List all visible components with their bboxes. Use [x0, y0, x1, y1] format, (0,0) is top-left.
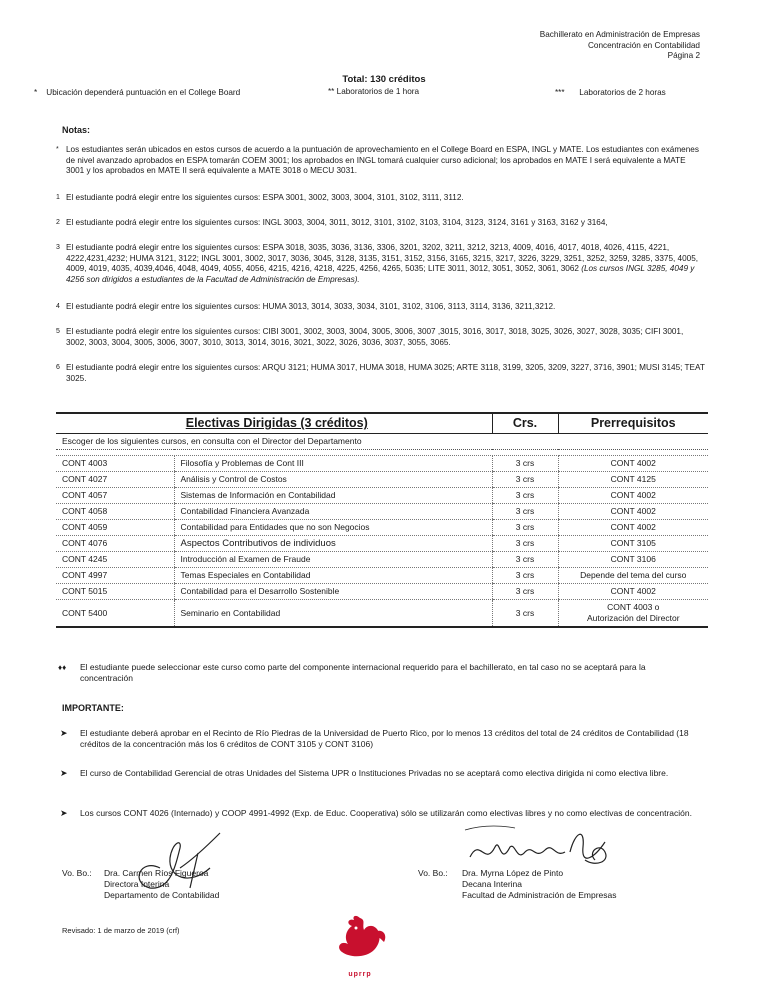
table-row [56, 487, 708, 503]
arrow-bullet-icon: ➤ [60, 808, 68, 818]
note-text: El estudiante podrá elegir entre los siguientes cursos: HUMA 3013, 3014, 3033, 3034, 3101, 3102, 3106, 3113, 3114, 3136, 3211,3212. [66, 302, 556, 311]
course-prereq: CONT 4125 [558, 471, 708, 487]
note-3-italic: (Los cursos INGL 3285, 4049 y 4256 son dirigidos a estudiantes de la Facultad de Administración de Empresas). [66, 264, 695, 284]
diamond-mark: ♦♦ [58, 663, 67, 672]
table-row [56, 503, 708, 519]
table-row [56, 519, 708, 535]
note-mark: * [56, 146, 59, 153]
legend-text-3: Laboratorios de 2 horas [579, 88, 666, 97]
note-text: El estudiante podrá elegir entre los siguientes cursos: ARQU 3121; HUMA 3017, HUMA 3018, HUMA 3025; ARTE 3118, 3199, 3205, 3209, 3227, 3716, 3901; MUSI 3145; TEAT 3025. [66, 363, 705, 383]
legend-placement [34, 88, 240, 97]
note-5 [56, 327, 706, 348]
revision-date: Revisado: 1 de marzo de 2019 (crf) [62, 926, 180, 935]
course-prereq-line2: Autorización del Director [586, 612, 680, 623]
dean-name: Dra. Myrna López de Pinto [462, 868, 564, 878]
legend-lab-2h [555, 88, 666, 97]
electives-table [56, 412, 708, 628]
note-mark: 5 [56, 328, 60, 335]
international-note-text: El estudiante puede seleccionar este curso como parte del componente internacional requerido para el bachillerato, en tal caso no se aceptará para la concentración [80, 662, 646, 683]
important-item-text: Los cursos CONT 4026 (Internado) y COOP 4991-4992 (Exp. de Educ. Cooperativa) sólo se utilizarán como electivas libres y no como electivas de concentración. [80, 808, 692, 818]
legend-mark-3: *** [555, 88, 565, 97]
course-name: Temas Especiales en Contabilidad [174, 567, 492, 583]
note-1 [56, 193, 706, 204]
course-credits: 3 crs [492, 535, 558, 551]
legend-mark-1: * [34, 88, 38, 97]
course-name: Sistemas de Información en Contabilidad [174, 487, 492, 503]
course-name: Contabilidad para Entidades que no son Negocios [174, 519, 492, 535]
note-text: El estudiante podrá elegir entre los siguientes cursos: CIBI 3001, 3002, 3003, 3004, 3005, 3006, 3007 ,3015, 3016, 3017, 3018, 3025, 3026, 3027, 3028, 3035; CIFI 3001, 3002, 3003, 3004, 3005, 3006, 3007, 3010, 3013, 3014, 3016, 3021, 3022, 3026, 3036, 3037, 3055, 3065. [66, 327, 684, 347]
notes-title: Notas: [62, 125, 91, 135]
course-name: Contabilidad para el Desarrollo Sostenible [174, 583, 492, 599]
note-text [66, 243, 706, 285]
course-code: CONT 4057 [56, 487, 174, 503]
note-text: El estudiante podrá elegir entre los siguientes cursos: ESPA 3001, 3002, 3003, 3004, 3101, 3102, 3111, 3112. [66, 193, 464, 202]
course-name: Aspectos Contributivos de individuos [174, 535, 492, 551]
course-code: CONT 4059 [56, 519, 174, 535]
note-mark: 1 [56, 194, 60, 201]
table-subtitle-row [56, 433, 708, 449]
arrow-bullet-icon: ➤ [60, 728, 68, 738]
course-code: CONT 4997 [56, 567, 174, 583]
note-mark: 3 [56, 244, 60, 251]
logo-wordmark: uprrp [348, 971, 372, 978]
table-row [56, 599, 708, 627]
course-name: Contabilidad Financiera Avanzada [174, 503, 492, 519]
note-star [56, 145, 706, 177]
note-mark: 2 [56, 219, 60, 226]
table-subtitle: Escoger de los siguientes cursos, en consulta con el Director del Departamento [56, 433, 708, 449]
legend-text-1: Ubicación dependerá puntuación en el College Board [46, 88, 241, 97]
course-prereq: CONT 4002 [558, 503, 708, 519]
course-name: Análisis y Control de Costos [174, 471, 492, 487]
course-name: Filosofía y Problemas de Cont III [174, 455, 492, 471]
course-credits: 3 crs [492, 487, 558, 503]
table-row [56, 455, 708, 471]
course-prereq: CONT 3106 [558, 551, 708, 567]
important-title: IMPORTANTE: [62, 703, 124, 713]
course-credits: 3 crs [492, 551, 558, 567]
total-credits: Total: 130 créditos [342, 74, 426, 85]
dean-faculty: Facultad de Administración de Empresas [462, 890, 617, 900]
important-item [60, 808, 700, 819]
table-title: Electivas Dirigidas (3 créditos) [56, 413, 492, 433]
course-credits: 3 crs [492, 519, 558, 535]
table-row [56, 583, 708, 599]
note-mark: 6 [56, 364, 60, 371]
course-credits: 3 crs [492, 455, 558, 471]
course-prereq: CONT 4002 [558, 583, 708, 599]
dean-title: Decana Interina [462, 879, 523, 889]
note-3 [56, 243, 706, 285]
international-note [58, 662, 698, 684]
header-page-number: Página 2 [667, 51, 700, 60]
director-title: Directora Interina [104, 879, 170, 889]
arrow-bullet-icon: ➤ [60, 768, 68, 778]
course-name: Introducción al Examen de Fraude [174, 551, 492, 567]
course-code: CONT 4076 [56, 535, 174, 551]
course-prereq: CONT 4002 [558, 519, 708, 535]
note-6 [56, 363, 706, 384]
page-header [540, 30, 700, 62]
note-text: Los estudiantes serán ubicados en estos cursos de acuerdo a la puntuación de aprovechamiento en el College Board en ESPA, INGL y MATE. Los estudiantes con exámenes de nivel avanzado aprobados en ESPA tomarán COEM 3001; los aprobados en INGL tomará cualquier curso adicional; los aprobados en MATE I será equivalente a MATE 3001 y los aprobados en MATE II será equivalente a MATE 3018 o MECU 3031. [66, 145, 699, 175]
uprrp-logo [330, 912, 390, 978]
rooster-icon [330, 912, 390, 970]
course-code: CONT 5015 [56, 583, 174, 599]
note-4 [56, 302, 706, 313]
course-credits: 3 crs [492, 503, 558, 519]
course-prereq: Depende del tema del curso [558, 567, 708, 583]
legend-lab-1h: ** Laboratorios de 1 hora [328, 87, 420, 96]
vobo-right: Vo. Bo.: [418, 868, 448, 878]
note-mark: 4 [56, 303, 60, 310]
director-department: Departamento de Contabilidad [104, 890, 220, 900]
important-item [60, 768, 700, 779]
col-credits-header: Crs. [492, 413, 558, 433]
table-row [56, 551, 708, 567]
header-program: Bachillerato en Administración de Empresas [539, 30, 700, 39]
course-credits: 3 crs [492, 471, 558, 487]
signatory-dean [462, 868, 617, 901]
director-name: Dra. Carmen Ríos Figueroa [104, 868, 209, 878]
course-prereq: CONT 4002 [558, 487, 708, 503]
course-code: CONT 4003 [56, 455, 174, 471]
course-prereq [558, 599, 708, 627]
course-credits: 3 crs [492, 583, 558, 599]
table-row [56, 567, 708, 583]
important-item-text: El curso de Contabilidad Gerencial de otras Unidades del Sistema UPR o Instituciones Privadas no se aceptará como electiva dirigida ni como electiva libre. [80, 768, 669, 778]
table-row [56, 471, 708, 487]
course-code: CONT 4058 [56, 503, 174, 519]
course-code: CONT 4027 [56, 471, 174, 487]
table-header-row [56, 413, 708, 433]
header-concentration: Concentración en Contabilidad [588, 40, 700, 50]
course-prereq: CONT 3105 [558, 535, 708, 551]
note-text: El estudiante podrá elegir entre los siguientes cursos: INGL 3003, 3004, 3011, 3012, 3101, 3102, 3103, 3104, 3123, 3124, 3161 y 3163, 3162 y 3164, [66, 218, 608, 227]
table-row [56, 535, 708, 551]
note-2 [56, 218, 706, 229]
course-credits: 3 crs [492, 567, 558, 583]
course-credits: 3 crs [492, 599, 558, 627]
course-code: CONT 5400 [56, 599, 174, 627]
course-prereq-line1: CONT 4003 o [607, 601, 660, 612]
vobo-left: Vo. Bo.: [62, 868, 92, 878]
important-item [60, 728, 700, 750]
course-name: Seminario en Contabilidad [174, 599, 492, 627]
signatory-director [104, 868, 219, 901]
course-prereq: CONT 4002 [558, 455, 708, 471]
important-item-text: El estudiante deberá aprobar en el Recinto de Río Piedras de la Universidad de Puerto Rico, por lo menos 13 créditos del total de 24 créditos de Contabilidad (18 créditos de la concentración más los 6 créditos de CONT 3105 y CONT 3106) [80, 728, 689, 749]
note-3-text: El estudiante podrá elegir entre los siguientes cursos: ESPA 3018, 3035, 3036, 3136, 3306, 3201, 3202, 3211, 3212, 3213, 4009, 4016, 4017, 4018, 4026, 4115, 4221, 4222,4231,4232; HUMA 3121, 3122; INGL 3001, 3002, 3017, 3036, 3045, 3128, 3135, 3151, 3152, 3156, 3165, 3215, 3217, 3226, 3229, 3251, 3252, 3259, 3285, 3375, 4005, 4009, 4019, 4035, 4039,4046, 4048, 4049, 4055, 4056, 4215, 4216, 4218, 4225, 4256, 4265, 5035; LITE 3011, 3012, 3051, 3052, 3061, 3062 [66, 243, 699, 273]
course-code: CONT 4245 [56, 551, 174, 567]
col-prereq-header: Prerrequisitos [558, 413, 708, 433]
